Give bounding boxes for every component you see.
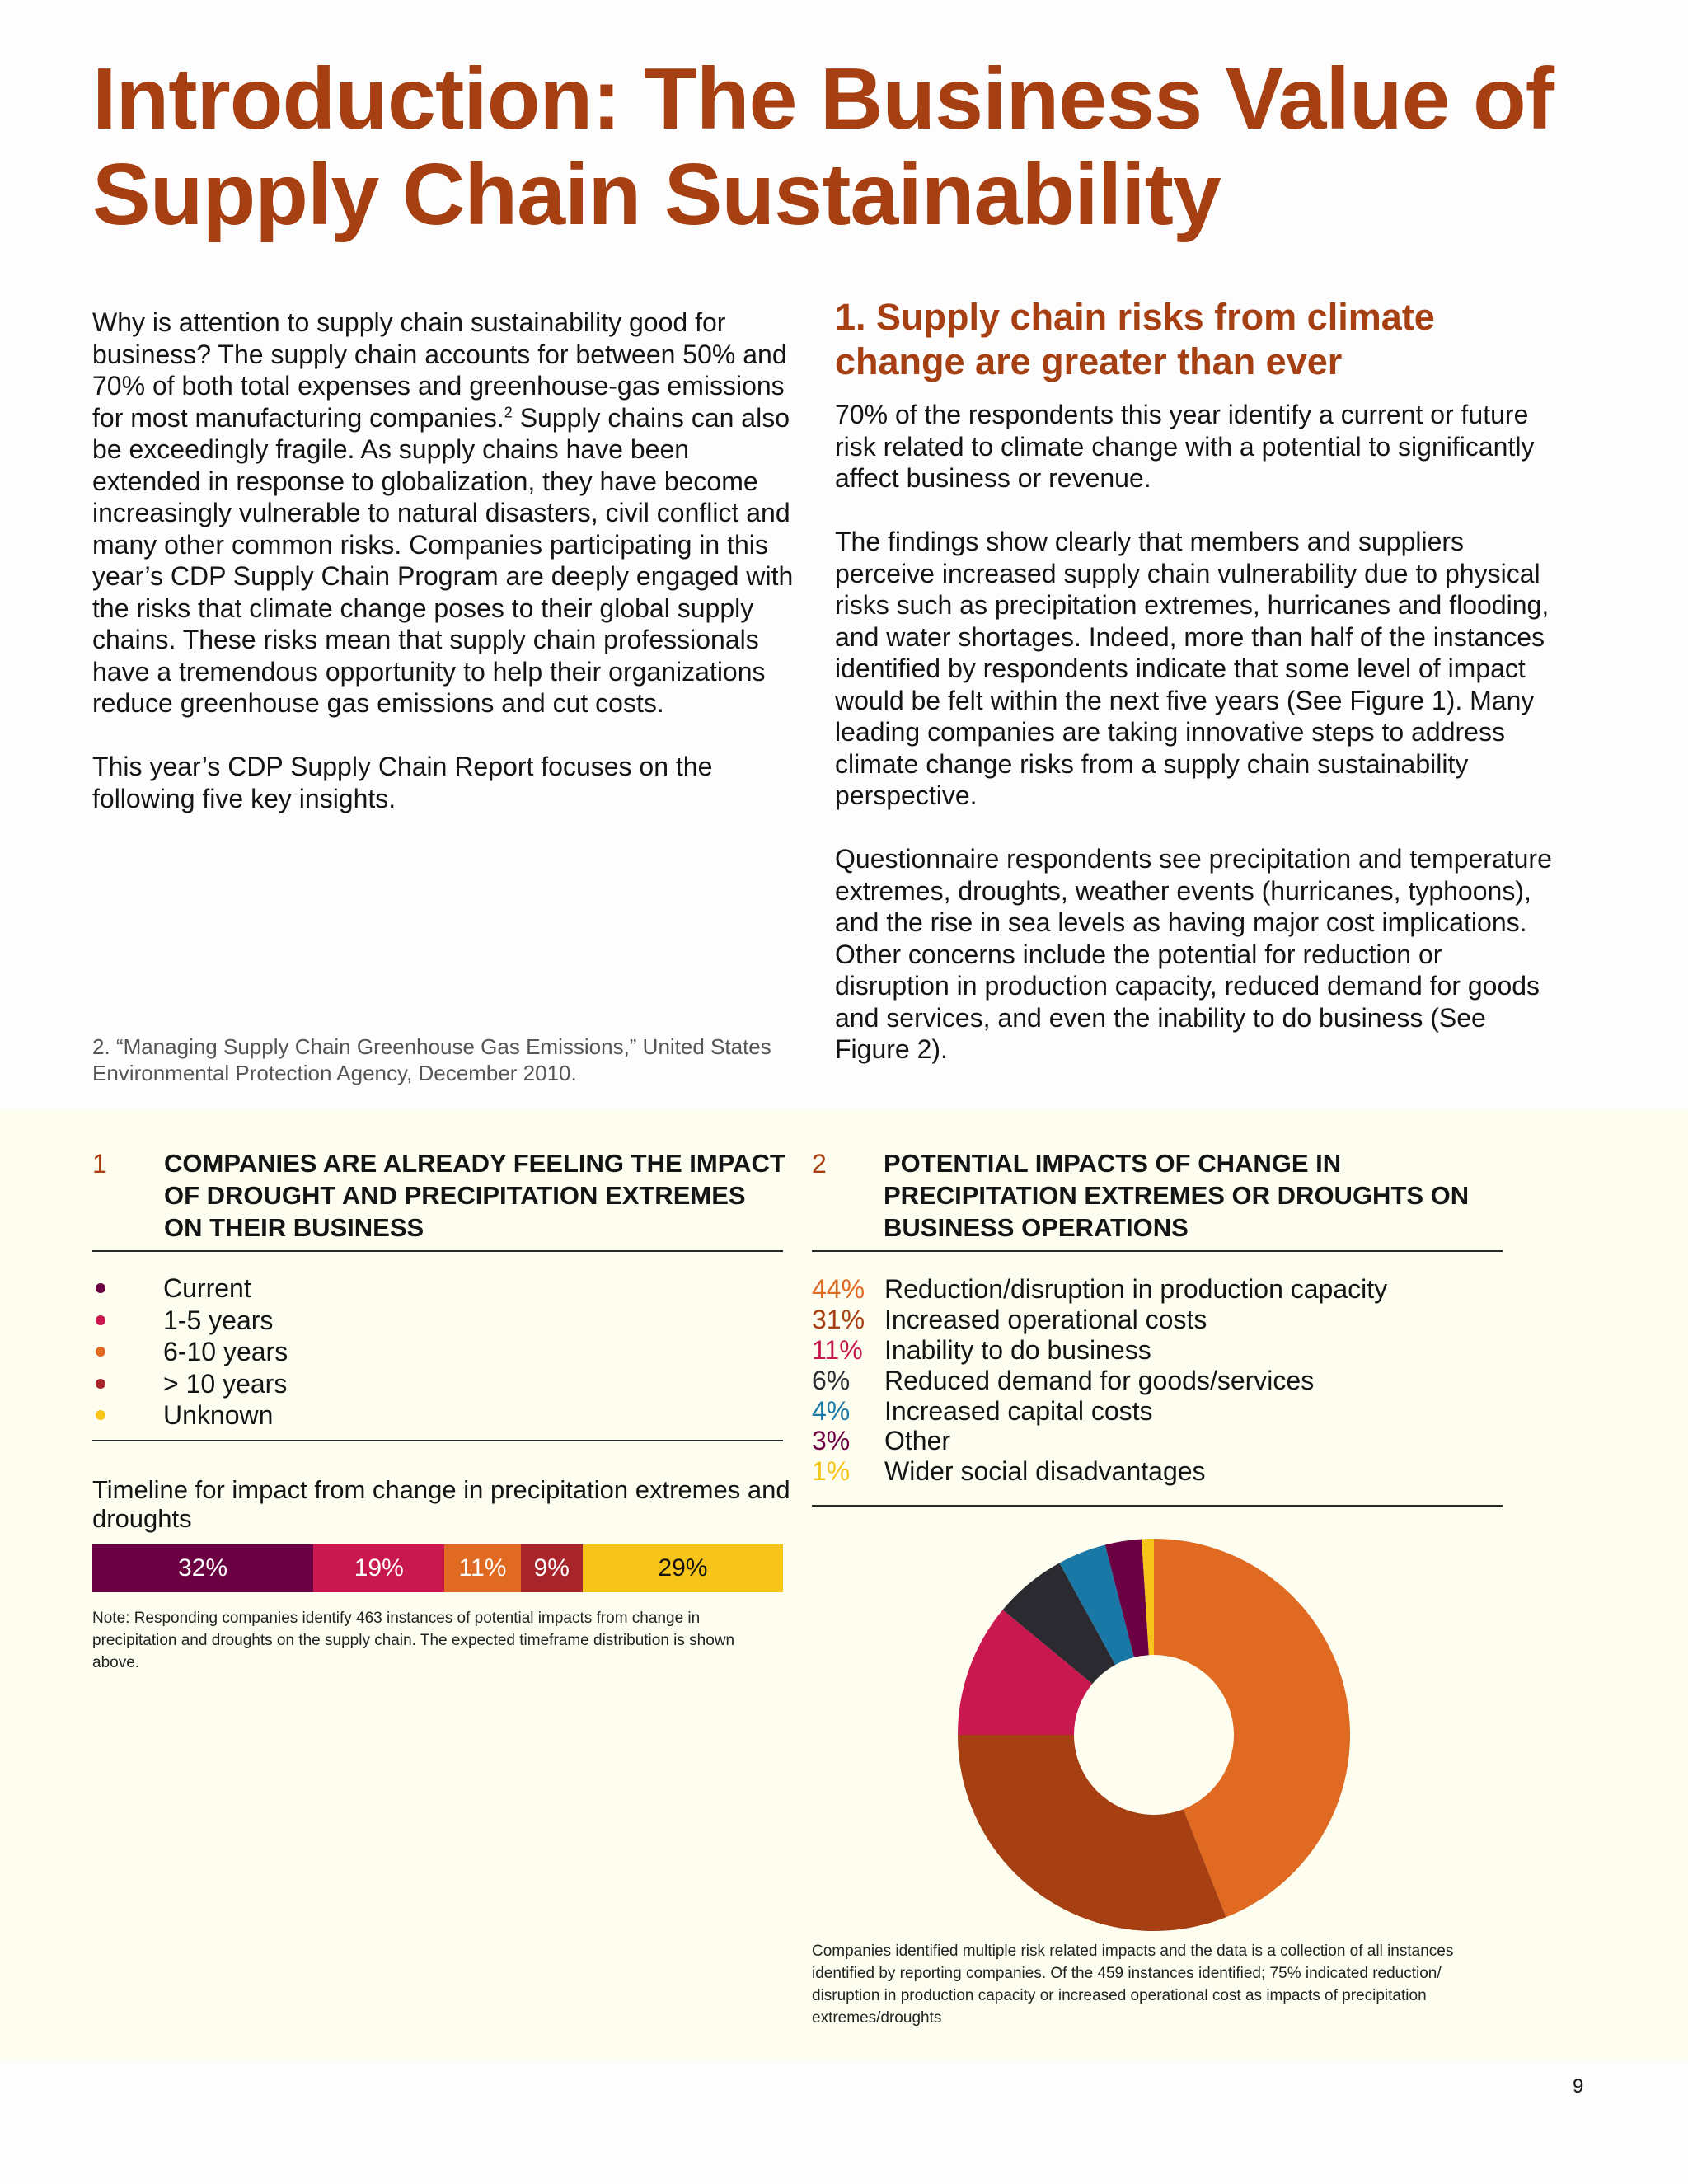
- figure-2-title: POTENTIAL IMPACTS OF CHANGE IN PRECIPITATION EXTREMES OR DROUGHTS ON BUSINESS OPERATIONS: [884, 1149, 1470, 1242]
- impact-percent: 1%: [812, 1456, 851, 1487]
- section-heading: 1. Supply chain risks from climate change are greater than ever: [835, 296, 1435, 382]
- figure-2-rule-top: [812, 1250, 1503, 1252]
- impact-label: Reduction/disruption in production capacity: [884, 1274, 1388, 1304]
- footnote-ref[interactable]: 2: [504, 403, 513, 420]
- impact-percent: 44%: [812, 1274, 865, 1304]
- timeline-stacked-bar: [92, 1544, 783, 1592]
- figure-1-rule-top: [92, 1250, 783, 1252]
- intro-text-part2: Supply chains can also be exceedingly fragile. As supply chains have been extended in response to globalization, they have become increasingly vulnerable to natural disasters, civil conflict and many other common risks. Companies participating in this year’s CDP Supply Chain Program are deeply engaged with the risks that climate change poses to their global supply chains. These risks mean that supply chain professionals have a tremendous opportunity to help their organizations reduce greenhouse gas emissions and cut costs.: [92, 402, 794, 718]
- impact-legend-item: [812, 1305, 1504, 1335]
- impact-legend-item: [812, 1426, 1504, 1456]
- legend-item-1-5-years: [92, 1305, 785, 1337]
- page-number: 9: [1573, 2075, 1584, 2097]
- impact-label: Wider social disadvantages: [884, 1456, 1206, 1487]
- intro-column: [92, 307, 801, 814]
- legend-dot: [96, 1347, 106, 1357]
- legend-label: Current: [163, 1273, 251, 1303]
- legend-item-current: [92, 1272, 785, 1305]
- impact-percent: 3%: [812, 1426, 851, 1456]
- section-paragraph-1: 70% of the respondents this year identify a current or future risk related to climate change with a potential to significantly affect business or revenue.: [835, 400, 1535, 493]
- intro-paragraph: [92, 307, 801, 719]
- impact-legend-item: [812, 1366, 1504, 1396]
- bar-segment-current: 32%: [92, 1544, 313, 1592]
- legend-dot: [96, 1283, 106, 1293]
- footnote: 2. “Managing Supply Chain Greenhouse Gas Emissions,” United States Environmental Protection Agency, December 2010.: [92, 1034, 771, 1085]
- figure-1-number: 1: [92, 1149, 107, 1179]
- figure-2-rule-bottom: [812, 1505, 1503, 1507]
- impact-label: Reduced demand for goods/services: [884, 1365, 1315, 1395]
- impact-percent: 31%: [812, 1304, 865, 1334]
- legend-item-6-10-years: [92, 1336, 785, 1368]
- legend-label: Unknown: [163, 1400, 274, 1430]
- legend-dot: [96, 1410, 106, 1420]
- figure-2-note: Companies identified multiple risk related impacts and the data is a collection of all instances identified by reporting companies. Of the 459 instances identified; 75% indicated reduction/ disruption in production capacity or increased operational cost as impacts of precipitation extremes/droughts: [812, 1943, 1454, 2027]
- bar-segment-10-years: 9%: [521, 1544, 583, 1592]
- legend-item-unknown: [92, 1399, 785, 1432]
- impact-legend-item: [812, 1274, 1504, 1305]
- legend-label: 1-5 years: [163, 1305, 274, 1335]
- insights-paragraph: This year’s CDP Supply Chain Report focuses on the following five key insights.: [92, 752, 713, 813]
- impact-label: Other: [884, 1426, 951, 1456]
- impact-percent: 4%: [812, 1395, 851, 1426]
- impacts-donut-chart: [956, 1537, 1352, 1933]
- impact-legend-item: [812, 1335, 1504, 1366]
- section-1-column: [835, 295, 1560, 1066]
- legend-dot: [96, 1315, 106, 1325]
- page-title: Introduction: The Business Value of Supply Chain Sustainability: [92, 50, 1554, 243]
- figure-1-rule-bottom: [92, 1440, 783, 1441]
- bar-segment-6-10-years: 11%: [444, 1544, 520, 1592]
- legend-dot: [96, 1379, 106, 1389]
- legend-label: > 10 years: [163, 1368, 288, 1399]
- impact-percent: 6%: [812, 1365, 851, 1395]
- legend-label: 6-10 years: [163, 1337, 288, 1366]
- figure-1-title: COMPANIES ARE ALREADY FEELING THE IMPACT OF DROUGHT AND PRECIPITATION EXTREMES ON THEIR BUSINESS: [164, 1149, 785, 1242]
- figure-1-note: Note: Responding companies identify 463 instances of potential impacts from change in precipitation and droughts on the supply chain. The expected timeframe distribution is shown above.: [92, 1610, 735, 1671]
- impact-percent: 11%: [812, 1334, 863, 1365]
- timeline-label: Timeline for impact from change in precipitation extremes and droughts: [92, 1475, 790, 1533]
- impact-label: Inability to do business: [884, 1334, 1151, 1365]
- figure-2-number: 2: [812, 1149, 827, 1179]
- impact-legend-item: [812, 1456, 1504, 1487]
- impact-label: Increased capital costs: [884, 1395, 1153, 1426]
- donut-slice-increased-operational-costs: [958, 1735, 1226, 1931]
- impact-label: Increased operational costs: [884, 1304, 1207, 1334]
- section-paragraph-2: The findings show clearly that members and suppliers perceive increased supply chain vulnerability due to physical risks such as precipitation extremes, hurricanes and flooding, and water shortages. Indeed, more than half of the instances identified by respondents indicate that some level of impact would be felt within the next five years (See Figure 1). Many leading companies are taking innovative steps to address climate change risks from a supply chain sustainability perspective.: [835, 527, 1550, 810]
- legend-item-over-10-years: [92, 1368, 785, 1400]
- intro-text-part1: Why is attention to supply chain sustainability good for business? The supply chain accounts for between 50% and 70% of both total expenses and greenhouse-gas emissions for most manufacturing companies.: [92, 307, 787, 433]
- bar-segment-1-5-years: 19%: [313, 1544, 444, 1592]
- figure-2-legend: [812, 1274, 1504, 1487]
- impact-legend-item: [812, 1396, 1504, 1427]
- bar-segment-unknown: 29%: [583, 1544, 783, 1592]
- figure-1-legend: [92, 1272, 785, 1432]
- section-paragraph-3: Questionnaire respondents see precipitation and temperature extremes, droughts, weather events (hurricanes, typhoons), and the rise in sea levels as having major cost implications. Other concerns include the potential for reduction or disruption in production capacity, reduced demand for goods and services, and even the inability to do business (See Figure 2).: [835, 844, 1552, 1064]
